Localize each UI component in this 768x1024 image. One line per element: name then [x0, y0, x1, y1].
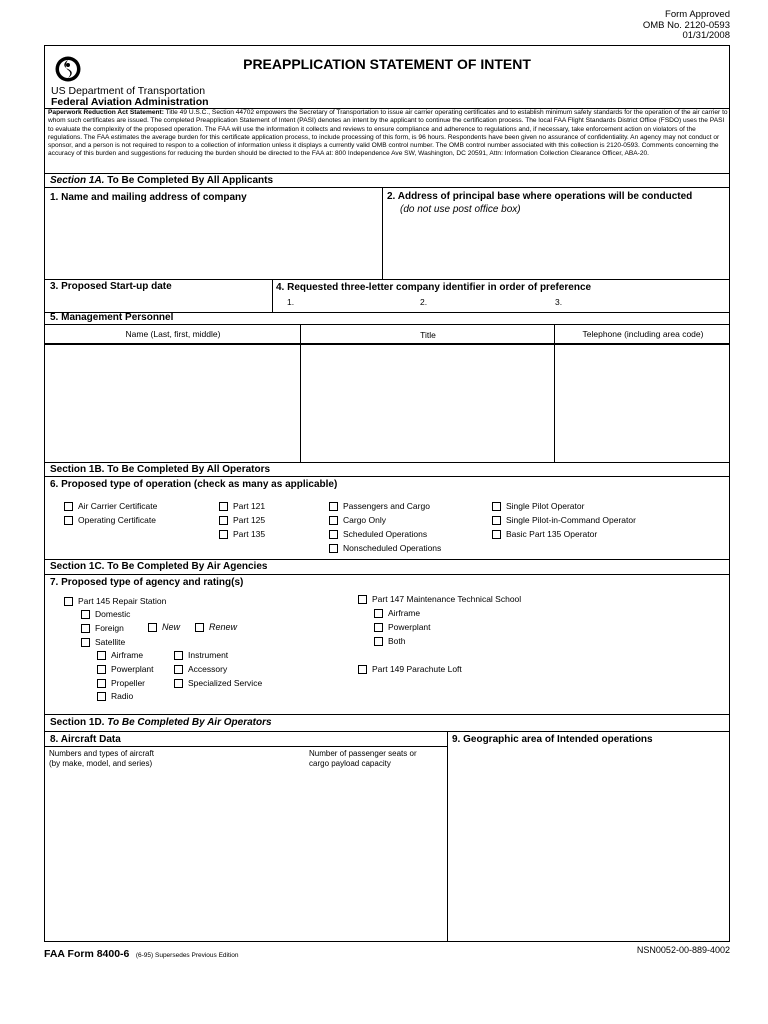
checkbox-box[interactable]	[148, 623, 157, 632]
checkbox-label: Renew	[209, 622, 238, 632]
checkbox-school-powerplant[interactable]	[374, 622, 431, 632]
checkbox-label: Nonscheduled Operations	[343, 543, 442, 553]
checkbox-box[interactable]	[174, 651, 183, 660]
checkbox-specialized-service[interactable]	[174, 678, 262, 688]
checkbox-single-pilot-in-command[interactable]	[492, 515, 636, 525]
checkbox-part-147-school[interactable]	[358, 594, 521, 604]
field-2-label: 2. Address of principal base where operations will be conducted	[387, 191, 693, 202]
col-header-name: Name (Last, first, middle)	[125, 329, 221, 339]
checkbox-label: Cargo Only	[343, 515, 386, 525]
checkbox-cargo-only[interactable]	[329, 515, 386, 525]
checkbox-box[interactable]	[374, 623, 383, 632]
checkbox-box[interactable]	[81, 638, 90, 647]
startup-date-field[interactable]	[47, 294, 269, 310]
aircraft-count-header-line1: Numbers and types of aircraft	[49, 749, 154, 758]
checkbox-part-135[interactable]	[219, 529, 265, 539]
checkbox-box[interactable]	[219, 530, 228, 539]
checkbox-box[interactable]	[329, 544, 338, 553]
checkbox-label: Accessory	[188, 664, 228, 674]
checkbox-instrument[interactable]	[174, 650, 228, 660]
checkbox-airframe[interactable]	[97, 650, 143, 660]
checkbox-label: Airframe	[111, 650, 144, 660]
checkbox-label: Operating Certificate	[78, 515, 156, 525]
admin-name: Federal Aviation Administration	[51, 96, 209, 108]
checkbox-part-125[interactable]	[219, 515, 265, 525]
checkbox-box[interactable]	[492, 530, 501, 539]
checkbox-label: Domestic	[95, 609, 131, 619]
checkbox-box[interactable]	[219, 516, 228, 525]
checkbox-label: Foreign	[95, 623, 124, 633]
field-1-label: 1. Name and mailing address of company	[50, 192, 247, 203]
col-header-phone: Telephone (including area code)	[582, 329, 704, 339]
checkbox-label: Part 145 Repair Station	[78, 596, 167, 606]
field-7-label: 7. Proposed type of agency and rating(s)	[50, 577, 244, 588]
checkbox-label: Air Carrier Certificate	[78, 501, 158, 511]
checkbox-renew[interactable]	[195, 622, 237, 632]
checkbox-new[interactable]	[148, 622, 180, 632]
payload-capacity-header	[309, 749, 417, 769]
checkbox-part-149-loft[interactable]	[358, 664, 462, 674]
checkbox-box[interactable]	[374, 637, 383, 646]
checkbox-nonscheduled-operations[interactable]	[329, 543, 441, 553]
checkbox-propeller[interactable]	[97, 678, 145, 688]
col-header-title: Title	[420, 330, 436, 340]
aircraft-count-header	[49, 749, 154, 769]
payload-capacity-header-line1: Number of passenger seats or	[309, 749, 417, 758]
form-number: FAA Form 8400-6	[44, 948, 130, 960]
checkbox-label: Part 121	[233, 501, 266, 511]
field-4-label: 4. Requested three-letter company identifier in order of preference	[276, 282, 592, 293]
checkbox-box[interactable]	[97, 665, 106, 674]
checkbox-box[interactable]	[81, 610, 90, 619]
field-9-label: 9. Geographic area of Intended operations	[452, 734, 653, 745]
section-1b-heading: Section 1B. To Be Completed By All Operators	[50, 464, 271, 475]
checkbox-label: Radio	[111, 691, 134, 701]
checkbox-part-121[interactable]	[219, 501, 265, 511]
checkbox-label: New	[162, 622, 181, 632]
section-1a-prefix: Section 1A.	[50, 175, 105, 186]
checkbox-label: Part 149 Parachute Loft	[372, 664, 462, 674]
checkbox-box[interactable]	[219, 502, 228, 511]
checkbox-box[interactable]	[64, 597, 73, 606]
page-title: PREAPPLICATION STATEMENT OF INTENT	[243, 56, 531, 72]
checkbox-label: Part 135	[233, 529, 266, 539]
checkbox-box[interactable]	[358, 665, 367, 674]
aircraft-types-field[interactable]	[47, 772, 305, 940]
checkbox-accessory[interactable]	[174, 664, 227, 674]
checkbox-satellite[interactable]	[81, 637, 125, 647]
omb-number: OMB No. 2120-0593	[642, 19, 730, 31]
checkbox-box[interactable]	[329, 502, 338, 511]
checkbox-label: Powerplant	[388, 622, 431, 632]
paperwork-statement	[48, 109, 728, 170]
paperwork-text: Title 49 U.S.C., Section 44702 empowers the Secretary of Transportation to issue air carrier operating certificates and to establish minimum safety standards for the operation of the air carrier to whom such certificates are issued. The completed Preapplication Statement of Intent (PASI) denotes an intent by the applicant to continue the certification process. The local FAA Flight Standards District Office (FSDO) uses the PASI to evaluate the complexity of the proposed operation. The FAA will use the information it collects and reviews to ensure compliance and adherence to regulations and, if necessary, take enforcement action on violators of the regulations. The FAA estimates the average burden for this certificate application process, to include processing of this form, is 96 hours. Respondents have been given no assurance of confidentiality. An agency may not conduct or sponsor, and a person is not required to respon to a collection of information unless it displays a currently valid OMB control number. The OMB control number associated with this collection is 2120-0593. Comments concerning the accuracy of this burden and suggestions for reducing the burden should be directed to the FAA at: 800 Independence Ave SW, Washington, DC 20591, Attn: Information Collection Clearance Officer, ABA-20.	[48, 109, 728, 158]
field-5-label: 5. Management Personnel	[50, 312, 174, 323]
checkbox-box[interactable]	[81, 624, 90, 633]
checkbox-box[interactable]	[329, 530, 338, 539]
checkbox-box[interactable]	[97, 692, 106, 701]
geographic-area-field[interactable]	[450, 748, 728, 940]
checkbox-powerplant[interactable]	[97, 664, 154, 674]
checkbox-school-both[interactable]	[374, 636, 406, 646]
form-approval-block	[643, 10, 730, 42]
checkbox-box[interactable]	[97, 651, 106, 660]
checkbox-operating-certificate[interactable]	[64, 515, 156, 525]
principal-base-address-field[interactable]	[385, 218, 727, 276]
form-body	[44, 45, 730, 942]
checkbox-box[interactable]	[64, 516, 73, 525]
personnel-title-field[interactable]	[303, 346, 552, 459]
checkbox-radio[interactable]	[97, 691, 133, 701]
checkbox-box[interactable]	[374, 609, 383, 618]
checkbox-air-carrier-certificate[interactable]	[64, 501, 157, 511]
personnel-phone-field[interactable]	[557, 346, 729, 459]
checkbox-foreign[interactable]	[81, 623, 124, 633]
checkbox-label: Powerplant	[111, 664, 154, 674]
checkbox-box[interactable]	[64, 502, 73, 511]
checkbox-label: Single Pilot Operator	[506, 501, 585, 511]
checkbox-box[interactable]	[492, 516, 501, 525]
checkbox-label: Airframe	[388, 608, 421, 618]
checkbox-label: Propeller	[111, 678, 146, 688]
section-1c-heading: Section 1C. To Be Completed By Air Agencies	[50, 561, 268, 572]
checkbox-label: Passengers and Cargo	[343, 501, 430, 511]
payload-capacity-field[interactable]	[307, 772, 445, 940]
checkbox-label: Satellite	[95, 637, 126, 647]
section-1a-heading	[50, 175, 273, 186]
checkbox-box[interactable]	[174, 679, 183, 688]
personnel-name-field[interactable]	[47, 346, 298, 459]
checkbox-label: Basic Part 135 Operator	[506, 529, 598, 539]
checkbox-single-pilot-operator[interactable]	[492, 501, 584, 511]
field-3-label: 3. Proposed Start-up date	[50, 281, 172, 292]
checkbox-label: Part 147 Maintenance Technical School	[372, 594, 522, 604]
field-8-label: 8. Aircraft Data	[50, 734, 121, 745]
section-1d-prefix: Section 1D.	[50, 717, 105, 728]
checkbox-box[interactable]	[174, 665, 183, 674]
paperwork-label: Paperwork Reduction Act Statement:	[48, 109, 164, 116]
field-2-note: (do not use post office box)	[400, 204, 521, 215]
checkbox-label: Part 125	[233, 515, 266, 525]
dept-name: US Department of Transportation	[51, 85, 206, 97]
checkbox-label: Specialized Service	[188, 678, 263, 688]
checkbox-box[interactable]	[195, 623, 204, 632]
checkbox-label: Single Pilot-in-Command Operator	[506, 515, 636, 525]
identifier-choice-2: 2.	[420, 297, 428, 307]
checkbox-school-airframe[interactable]	[374, 608, 420, 618]
section-1a-title: To Be Completed By All Applicants	[107, 175, 274, 186]
checkbox-scheduled-operations[interactable]	[329, 529, 427, 539]
form-edition: (6-95) Supersedes Previous Edition	[135, 952, 239, 959]
aircraft-count-header-line2: (by make, model, and series)	[49, 759, 153, 768]
field-6-label: 6. Proposed type of operation (check as many as applicable)	[50, 479, 338, 490]
identifier-choice-1: 1.	[287, 297, 295, 307]
checkbox-part-145-repair-station[interactable]	[64, 596, 166, 606]
section-1d-heading	[50, 717, 272, 728]
checkbox-domestic[interactable]	[81, 609, 130, 619]
checkbox-label: Scheduled Operations	[343, 529, 428, 539]
company-name-address-field[interactable]	[47, 204, 379, 276]
checkbox-box[interactable]	[97, 679, 106, 688]
identifier-choice-3: 3.	[555, 297, 563, 307]
expiration-date: 01/31/2008	[682, 30, 730, 41]
checkbox-box[interactable]	[329, 516, 338, 525]
checkbox-box[interactable]	[492, 502, 501, 511]
checkbox-box[interactable]	[358, 595, 367, 604]
section-1d-title: To Be Completed By Air Operators	[107, 717, 272, 728]
form-footer-left	[44, 944, 238, 962]
nsn-number: NSN0052-00-889-4002	[636, 945, 730, 955]
checkbox-label: Instrument	[188, 650, 229, 660]
approval-line: Form Approved	[665, 9, 730, 20]
checkbox-label: Both	[388, 636, 406, 646]
payload-capacity-header-line2: cargo payload capacity	[309, 759, 391, 768]
checkbox-passengers-cargo[interactable]	[329, 501, 430, 511]
checkbox-basic-part-135[interactable]	[492, 529, 597, 539]
